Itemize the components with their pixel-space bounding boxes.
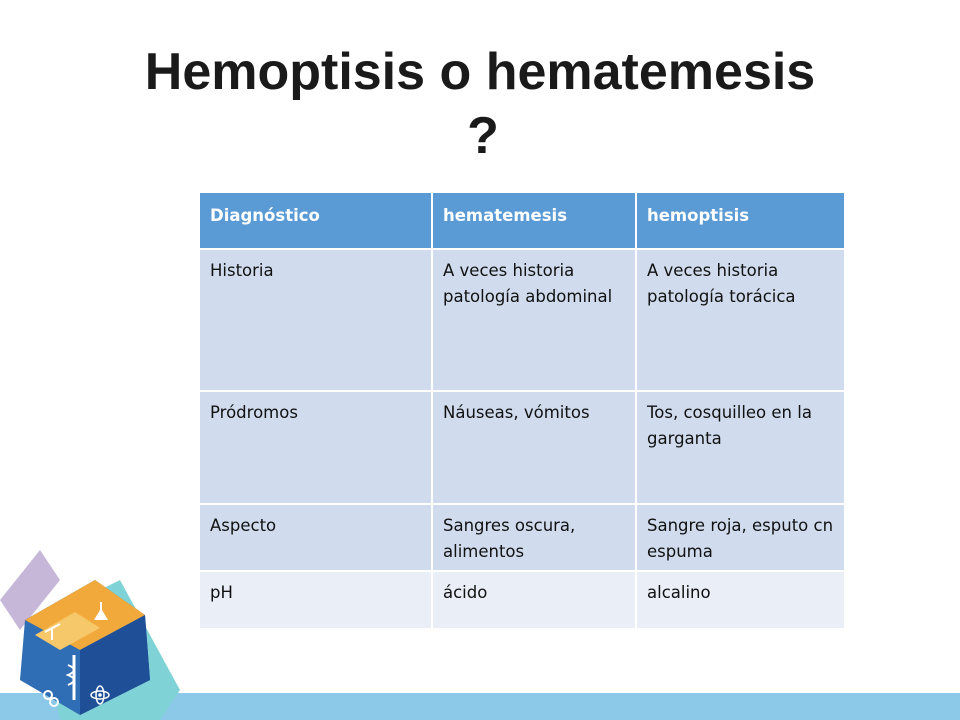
table-cell: Tos, cosquilleo en la garganta xyxy=(636,391,845,504)
header-diagnostico: Diagnóstico xyxy=(199,192,432,249)
table-cell: Sangres oscura, alimentos xyxy=(432,504,636,571)
table-header-row xyxy=(199,192,845,249)
table-row xyxy=(199,249,845,391)
table-cell: pH xyxy=(199,571,432,629)
table-cell: A veces historia patología torácica xyxy=(636,249,845,391)
medical-cube-logo xyxy=(0,540,200,720)
slide-title xyxy=(0,40,960,168)
table-cell: Náuseas, vómitos xyxy=(432,391,636,504)
table-row xyxy=(199,571,845,629)
table-cell: Sangre roja, esputo cn espuma xyxy=(636,504,845,571)
table-cell: Aspecto xyxy=(199,504,432,571)
table-cell: Historia xyxy=(199,249,432,391)
slide-title-line-2: ? xyxy=(467,107,499,165)
table-cell: ácido xyxy=(432,571,636,629)
slide-title-line-1: Hemoptisis o hematemesis xyxy=(144,43,816,101)
table-row xyxy=(199,391,845,504)
table-row xyxy=(199,504,845,571)
table-cell: alcalino xyxy=(636,571,845,629)
diagnosis-table xyxy=(198,191,846,630)
table-cell: A veces historia patología abdominal xyxy=(432,249,636,391)
table-cell: Pródromos xyxy=(199,391,432,504)
header-hematemesis: hematemesis xyxy=(432,192,636,249)
header-hemoptisis: hemoptisis xyxy=(636,192,845,249)
